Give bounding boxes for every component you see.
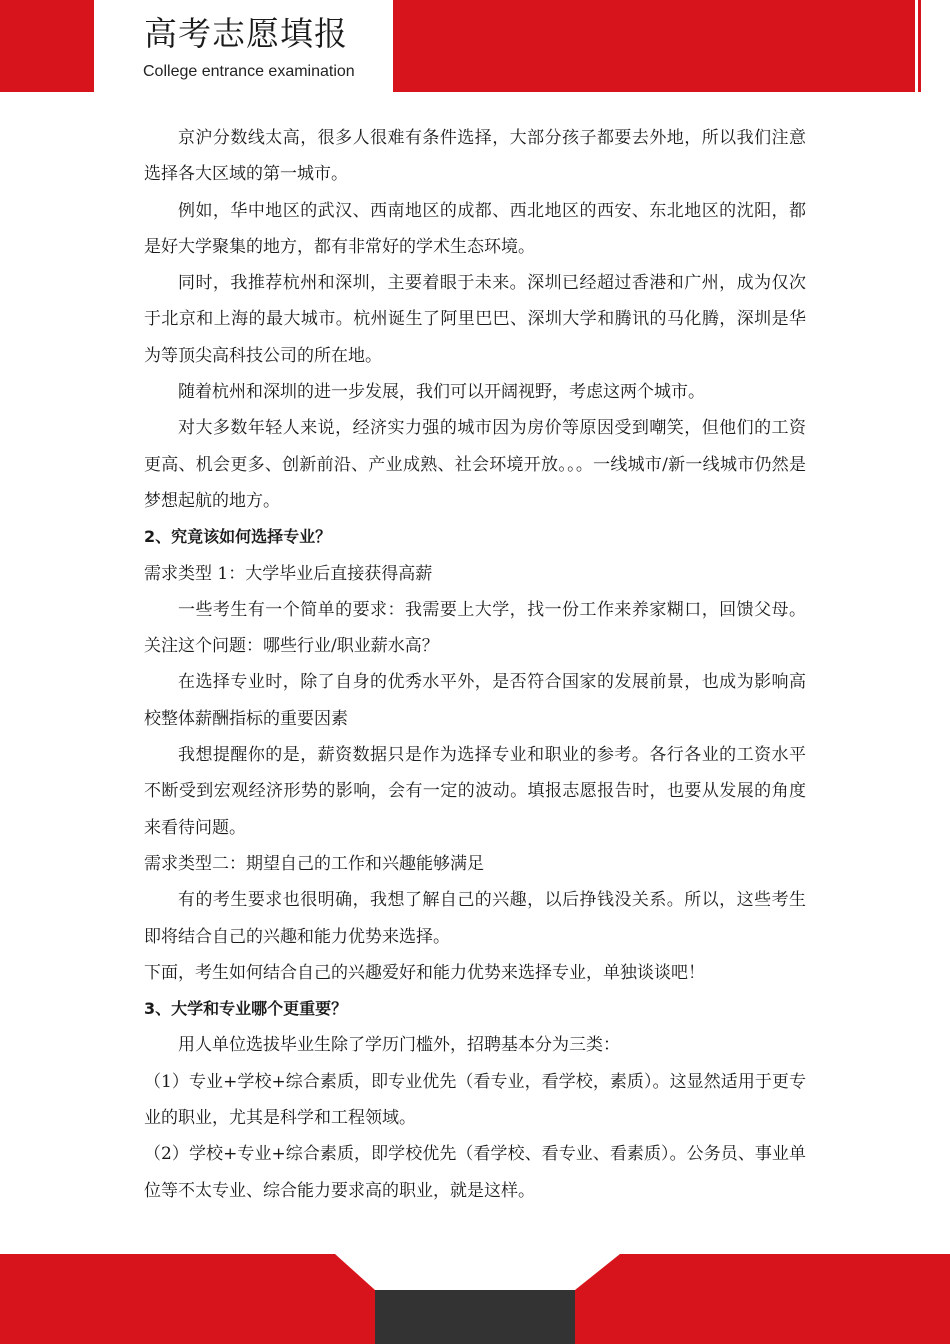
header-red-bar-left <box>0 0 94 92</box>
section-heading: 3、大学和专业哪个更重要？ <box>144 999 348 1019</box>
paragraph: 一些考生有一个简单的要求：我需要上大学，找一份工作来养家糊口，回馈父母。关注这个问题：哪些行业/职业薪水高？ <box>144 599 806 657</box>
paragraph: 京沪分数线太高，很多人很难有条件选择，大部分孩子都要去外地，所以我们注意选择各大区域的第一城市。 <box>144 128 806 185</box>
document-body <box>144 120 806 1209</box>
page-subtitle: College entrance examination <box>143 63 355 80</box>
paragraph: （1）专业+学校+综合素质，即专业优先（看专业，看学校，素质）。这显然适用于更专业的职业，尤其是科学和工程领域。 <box>144 1071 806 1129</box>
footer-dark-center <box>375 1290 575 1344</box>
page-title: 高考志愿填报 <box>144 14 348 53</box>
paragraph: 用人单位选拔毕业生除了学历门槛外，招聘基本分为三类： <box>178 1035 620 1056</box>
paragraph: （2）学校+专业+综合素质，即学校优先（看学校、看专业、看素质）。公务员、事业单位等不太专业、综合能力要求高的职业，就是这样。 <box>144 1144 806 1201</box>
paragraph: 对大多数年轻人来说，经济实力强的城市因为房价等原因受到嘲笑，但他们的工资更高、机会更多、创新前沿、产业成熟、社会环境开放。。。一线城市/新一线城市仍然是梦想起航的地方。 <box>144 418 806 511</box>
header-red-line <box>918 0 921 92</box>
paragraph: 在选择专业时，除了自身的优秀水平外，是否符合国家的发展前景，也成为影响高校整体薪酬指标的重要因素 <box>144 672 806 729</box>
header-red-bar-right <box>393 0 915 92</box>
paragraph: 下面，考生如何结合自己的兴趣爱好和能力优势来选择专业，单独谈谈吧！ <box>144 962 705 983</box>
footer-red-right <box>575 1254 950 1344</box>
paragraph: 需求类型二：期望自己的工作和兴趣能够满足 <box>144 853 484 874</box>
paragraph: 我想提醒你的是，薪资数据只是作为选择专业和职业的参考。各行各业的工资水平不断受到宏观经济形势的影响，会有一定的波动。填报志愿报告时，也要从发展的角度来看待问题。 <box>144 745 806 838</box>
paragraph: 有的考生要求也很明确，我想了解自己的兴趣，以后挣钱没关系。所以，这些考生即将结合自己的兴趣和能力优势来选择。 <box>144 890 806 947</box>
paragraph: 随着杭州和深圳的进一步发展，我们可以开阔视野，考虑这两个城市。 <box>178 382 705 403</box>
paragraph: 需求类型 1：大学毕业后直接获得高薪 <box>144 563 433 584</box>
paragraph: 例如，华中地区的武汉、西南地区的成都、西北地区的西安、东北地区的沈阳，都是好大学聚集的地方，都有非常好的学术生态环境。 <box>144 200 806 257</box>
paragraph: 同时，我推荐杭州和深圳，主要着眼于未来。深圳已经超过香港和广州，成为仅次于北京和上海的最大城市。杭州诞生了阿里巴巴、深圳大学和腾讯的马化腾，深圳是华为等顶尖高科技公司的所在地。 <box>144 273 806 366</box>
footer-decoration <box>0 1254 950 1344</box>
section-heading: 2、究竟该如何选择专业？ <box>144 527 332 547</box>
footer-red-left <box>0 1254 375 1344</box>
